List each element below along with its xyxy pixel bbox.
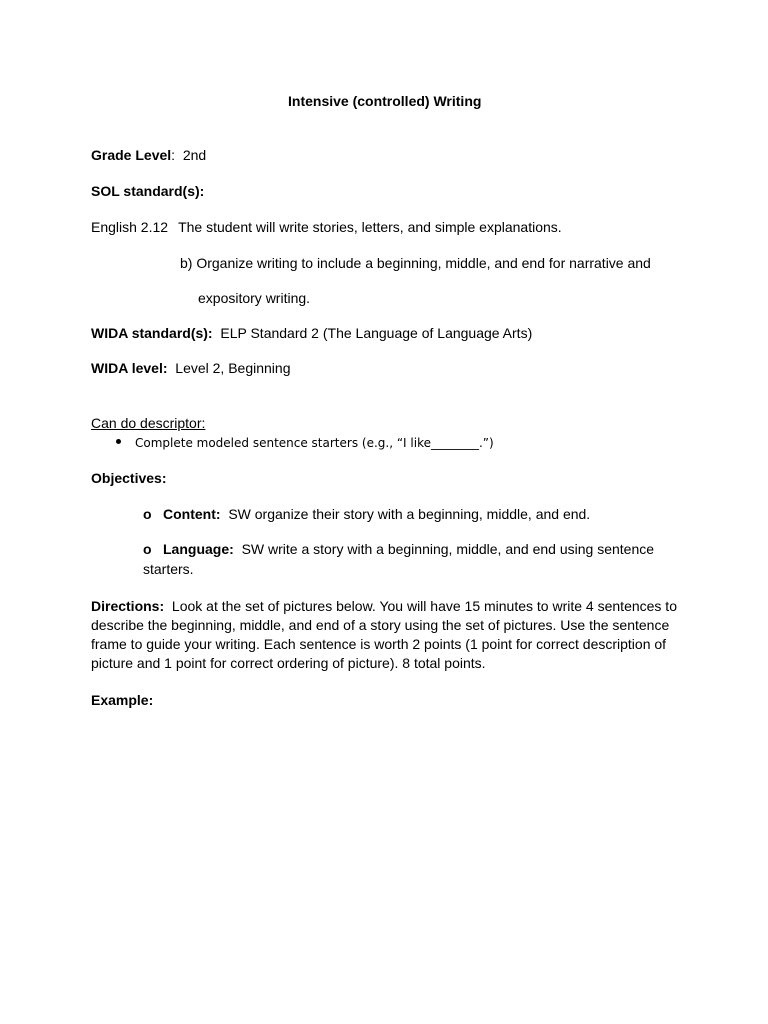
wida-standard-label: WIDA standard(s):: [91, 325, 213, 341]
objective-language-text: SW write a story with a beginning, middle, and end using sentence: [241, 541, 655, 557]
grade-level-colon: :: [171, 147, 183, 163]
grade-level-label: Grade Level: [91, 147, 172, 163]
objective-content-text: SW organize their story with a beginning, middle, and end.: [228, 506, 591, 522]
sol-sub-b-line2: expository writing.: [198, 290, 311, 306]
sol-english-code: English 2.12: [91, 219, 169, 235]
sol-standards-label: SOL standard(s):: [91, 183, 205, 199]
can-do-label: Can do descriptor:: [91, 415, 206, 431]
directions-text: Look at the set of pictures below. You will have 15 minutes to write 4 sentences to describe the beginning, middle, and end of a story using the set of pictures. Use the sentence frame to guide your writing. Each sentence is worth 2 points (1 point for correct description of picture and 1 point for correct ordering of picture). 8 total points.: [91, 598, 677, 671]
wida-standard: [91, 324, 532, 343]
page-title: Intensive (controlled) Writing: [288, 93, 482, 109]
wida-standard-value: ELP Standard 2 (The Language of Language Arts): [220, 325, 533, 341]
objective-content: [143, 505, 590, 524]
example-label: Example:: [91, 692, 154, 708]
sol-english-line: [91, 218, 562, 237]
list-marker-icon: o: [143, 506, 152, 522]
objective-content-label: Content:: [163, 506, 221, 522]
wida-level-label: WIDA level:: [91, 360, 168, 376]
objective-language-line2: starters.: [143, 561, 194, 577]
wida-level: [91, 359, 290, 378]
directions-paragraph: [91, 597, 691, 673]
directions-label: Directions:: [91, 598, 165, 614]
grade-level: [91, 146, 206, 165]
can-do-item: [116, 434, 494, 453]
sol-sub-b-line1: b) Organize writing to include a beginning, middle, and end for narrative and: [180, 255, 651, 271]
bullet-icon: [116, 439, 121, 444]
objective-language: [143, 540, 654, 559]
grade-level-value: 2nd: [182, 147, 207, 163]
objectives-label: Objectives:: [91, 470, 167, 486]
list-marker-icon: o: [143, 541, 152, 557]
wida-level-value: Level 2, Beginning: [175, 360, 291, 376]
objective-language-label: Language:: [163, 541, 234, 557]
can-do-item-text: Complete modeled sentence starters (e.g., “I like________.”): [135, 436, 494, 450]
sol-english-text: The student will write stories, letters, and simple explanations.: [178, 219, 562, 235]
